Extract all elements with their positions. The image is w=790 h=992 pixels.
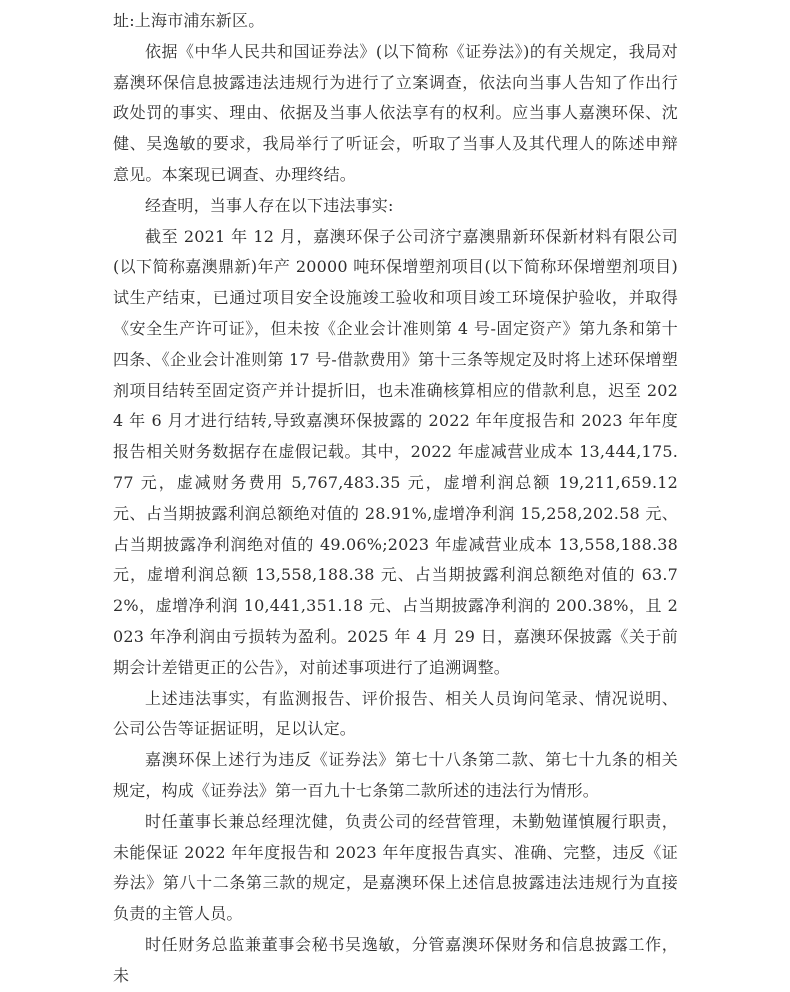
para-facts-intro: 经查明，当事人存在以下违法事实: [145,195,394,215]
para-chairman-responsibility: 时任董事长兼总经理沈健，负责公司的经营管理，未勤勉谨慎履行职责，未能保证 2022 年年度报告和 2023 年年度报告真实、准确、完整，违反《证券法》第八十二条第三款的规定，是嘉澳环保上述信息披露违法违规行为直接负责的主管人员。 [113,811,678,924]
para-evidence: 上述违法事实，有监测报告、评价报告、相关人员询问笔录、情况说明、公司公告等证据证明，足以认定。 [113,688,678,739]
para-address-continuation: 址:上海市浦东新区。 [113,11,265,30]
para-cfo-responsibility: 时任财务总监兼董事会秘书吴逸敏，分管嘉澳环保财务和信息披露工作，未 [113,934,678,985]
para-company-violation: 嘉澳环保上述行为违反《证券法》第七十八条第二款、第七十九条的相关规定，构成《证券法》第一百九十七条第二款所述的违法行为情形。 [113,750,678,800]
para-violation-facts: 截至 2021 年 12 月，嘉澳环保子公司济宁嘉澳鼎新环保新材料有限公司(以下简称嘉澳鼎新)年产 20000 吨环保增塑剂项目(以下简称环保增塑剂项目)试生产结束，已通过项目安全设施竣工验收和项目竣工环境保护验收，并取得《安全生产许可证》，但未按《企业会计准则第 4 号-固定资产》第九条和第十四条、《企业会计准则第 17 号-借款费用》第十三条等规定及时将上述环保增塑剂项目结转至固定资产并计提折旧，也未准确核算相应的借款利息，迟至 2024 年 6 月才进行结转,导致嘉澳环保披露的 2022 年年度报告和 2023 年年度报告相关财务数据存在虚假记载。其中，2022 年虚减营业成本 13,444,175.77 元，虚减财务费用 5,767,483.35 元，虚增利润总额 19,211,659.12 元、占当期披露利润总额绝对值的 28.91%,虚增净利润 15,258,202.58 元、占当期披露净利润绝对值的 49.06%;2023 年虚减营业成本 13,558,188.38 元，虚增利润总额 13,558,188.38 元、占当期披露利润总额绝对值的 63.72%，虚增净利润 10,441,351.18 元、占当期披露净利润的 200.38%，且 2023 年净利润由亏损转为盈利。2025 年 4 月 29 日，嘉澳环保披露《关于前期会计差错更正的公告》，对前述事项进行了追溯调整。 [113,226,678,677]
para-investigation-basis: 依据《中华人民共和国证券法》(以下简称《证券法》)的有关规定，我局对嘉澳环保信息披露违法违规行为进行了立案调查，依法向当事人告知了作出行政处罚的事实、理由、依据及当事人依法享有的权利。应当事人嘉澳环保、沈健、吴逸敏的要求，我局举行了听证会，听取了当事人及其代理人的陈述申辩意见。本案现已调查、办理终结。 [113,41,678,184]
